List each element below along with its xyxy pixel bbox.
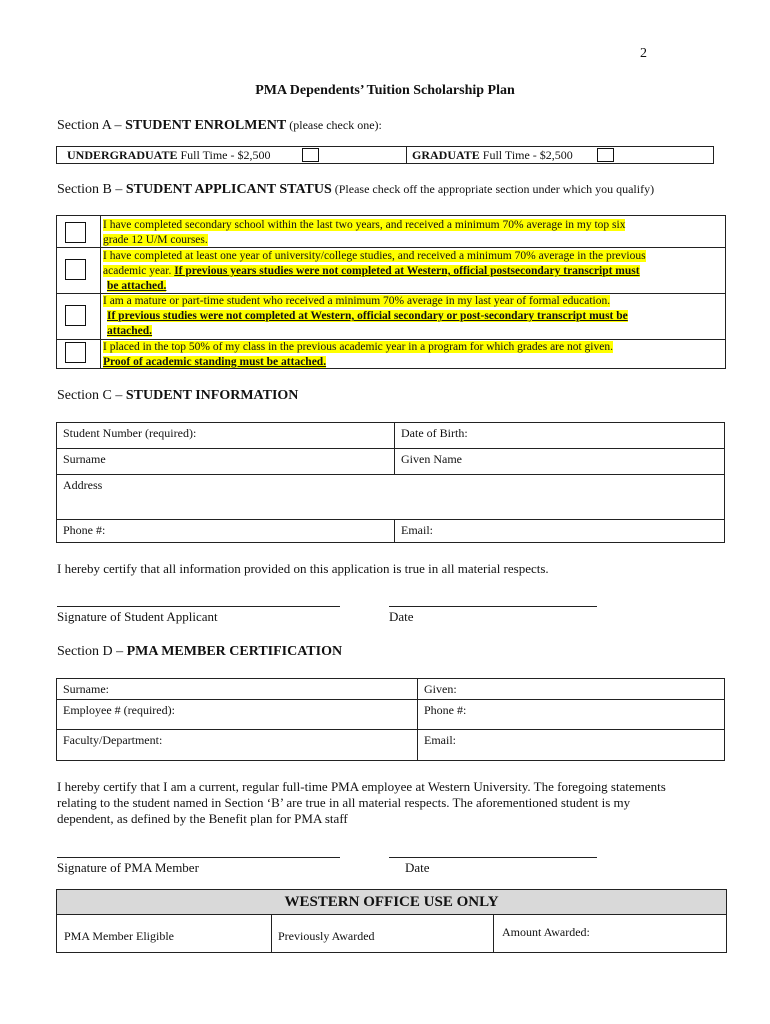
student-number-field[interactable] xyxy=(56,422,395,449)
member-certify-line1: I hereby certify that I am a current, regular full-time PMA employee at Western University. The foregoing statements xyxy=(57,779,666,794)
member-signature-line[interactable] xyxy=(57,857,340,858)
grad-option xyxy=(412,148,573,163)
status-checkbox-4[interactable] xyxy=(65,342,86,363)
amount-awarded-label: Amount Awarded: xyxy=(502,925,590,939)
status-4-bold1: Proof of academic standing must be attached. xyxy=(103,356,327,368)
status-4-line1: I placed in the top 50% of my class in the previous academic year in a program for which grades are not given. xyxy=(103,341,613,353)
status-1-line1: I have completed secondary school within the last two years, and received a minimum 70% average in my top six xyxy=(103,219,626,231)
dob-label: Date of Birth: xyxy=(401,426,468,440)
page-number: 2 xyxy=(640,46,647,61)
member-phone-label: Phone #: xyxy=(424,703,467,717)
office-use-heading: WESTERN OFFICE USE ONLY xyxy=(57,890,726,915)
student-number-label: Student Number (required): xyxy=(63,426,197,440)
section-a-prefix: Section A – xyxy=(57,118,126,133)
member-given-label: Given: xyxy=(424,682,457,696)
faculty-label: Faculty/Department: xyxy=(63,733,163,747)
section-a-heading xyxy=(57,118,382,134)
dob-field[interactable] xyxy=(394,422,725,449)
given-name-field[interactable] xyxy=(394,448,725,475)
student-signature-label: Signature of Student Applicant xyxy=(57,609,218,624)
section-b-title: STUDENT APPLICANT STATUS xyxy=(125,182,332,197)
status-option-3 xyxy=(103,294,628,339)
surname-label: Surname xyxy=(63,452,106,466)
student-signature-line[interactable] xyxy=(57,606,340,607)
member-date-label: Date xyxy=(405,860,430,875)
address-field[interactable] xyxy=(56,474,725,520)
student-date-line[interactable] xyxy=(389,606,597,607)
email-label: Email: xyxy=(401,523,433,537)
member-certify-statement xyxy=(57,779,666,827)
status-table xyxy=(56,215,726,369)
status-2-bold2: be attached. xyxy=(107,280,167,292)
undergrad-checkbox[interactable] xyxy=(302,148,319,162)
grad-label: GRADUATE xyxy=(412,148,480,162)
employee-number-label: Employee # (required): xyxy=(63,703,175,717)
employee-number-field[interactable] xyxy=(56,699,418,730)
status-3-bold1: If previous studies were not completed at Western, official secondary or post-secondary transcript must be xyxy=(107,310,628,322)
section-b-note: (Please check off the appropriate section under which you qualify) xyxy=(331,182,655,196)
section-c-prefix: Section C – xyxy=(57,388,126,403)
page-title: PMA Dependents’ Tuition Scholarship Plan xyxy=(255,83,515,98)
status-1-line2: grade 12 U/M courses. xyxy=(103,234,208,246)
student-date-label: Date xyxy=(389,609,414,624)
section-c-heading xyxy=(57,388,298,404)
member-certify-line3: dependent, as defined by the Benefit plan for PMA staff xyxy=(57,811,348,826)
status-option-2 xyxy=(103,249,646,294)
member-surname-label: Surname: xyxy=(63,682,109,696)
section-b-heading xyxy=(57,182,654,198)
section-d-title: PMA MEMBER CERTIFICATION xyxy=(126,644,343,659)
given-name-label: Given Name xyxy=(401,452,462,466)
student-certify-statement: I hereby certify that all information provided on this application is true in all material respects. xyxy=(57,561,549,576)
office-use-table xyxy=(56,889,727,953)
member-email-field[interactable] xyxy=(417,729,725,761)
member-surname-field[interactable] xyxy=(56,678,418,700)
status-option-1 xyxy=(103,218,625,248)
email-field[interactable] xyxy=(394,519,725,543)
faculty-field[interactable] xyxy=(56,729,418,761)
section-a-title: STUDENT ENROLMENT xyxy=(125,118,287,133)
status-option-4 xyxy=(103,340,613,370)
previously-awarded-label: Previously Awarded xyxy=(278,929,375,943)
section-b-prefix: Section B – xyxy=(57,182,126,197)
status-2-bold1: If previous years studies were not completed at Western, official postsecondary transcript must xyxy=(174,265,640,277)
phone-field[interactable] xyxy=(56,519,395,543)
member-email-label: Email: xyxy=(424,733,456,747)
section-d-heading xyxy=(57,644,342,660)
section-a-note: (please check one): xyxy=(286,118,382,132)
section-d-prefix: Section D – xyxy=(57,644,127,659)
member-certify-line2: relating to the student named in Section ‘B’ are true in all material respects. The aforementioned student is my xyxy=(57,795,631,810)
grad-detail: Full Time - $2,500 xyxy=(479,148,573,162)
address-label: Address xyxy=(63,478,103,492)
undergrad-label: UNDERGRADUATE xyxy=(67,148,178,162)
grad-checkbox[interactable] xyxy=(597,148,614,162)
status-3-bold2: attached. xyxy=(107,325,153,337)
member-eligible-label: PMA Member Eligible xyxy=(64,929,174,943)
surname-field[interactable] xyxy=(56,448,395,475)
member-given-field[interactable] xyxy=(417,678,725,700)
status-checkbox-3[interactable] xyxy=(65,305,86,326)
status-2-line2: academic year. xyxy=(103,265,175,277)
undergrad-option xyxy=(67,148,270,163)
section-c-title: STUDENT INFORMATION xyxy=(125,388,299,403)
status-3-line1: I am a mature or part-time student who received a minimum 70% average in my last year of formal education. xyxy=(103,295,611,307)
enrolment-row xyxy=(56,146,714,164)
member-date-line[interactable] xyxy=(389,857,597,858)
status-2-line1: I have completed at least one year of university/college studies, and received a minimum 70% average in the previous xyxy=(103,250,646,262)
status-checkbox-1[interactable] xyxy=(65,222,86,243)
status-checkbox-2[interactable] xyxy=(65,259,86,280)
member-signature-label: Signature of PMA Member xyxy=(57,860,199,875)
phone-label: Phone #: xyxy=(63,523,106,537)
member-phone-field[interactable] xyxy=(417,699,725,730)
undergrad-detail: Full Time - $2,500 xyxy=(177,148,271,162)
